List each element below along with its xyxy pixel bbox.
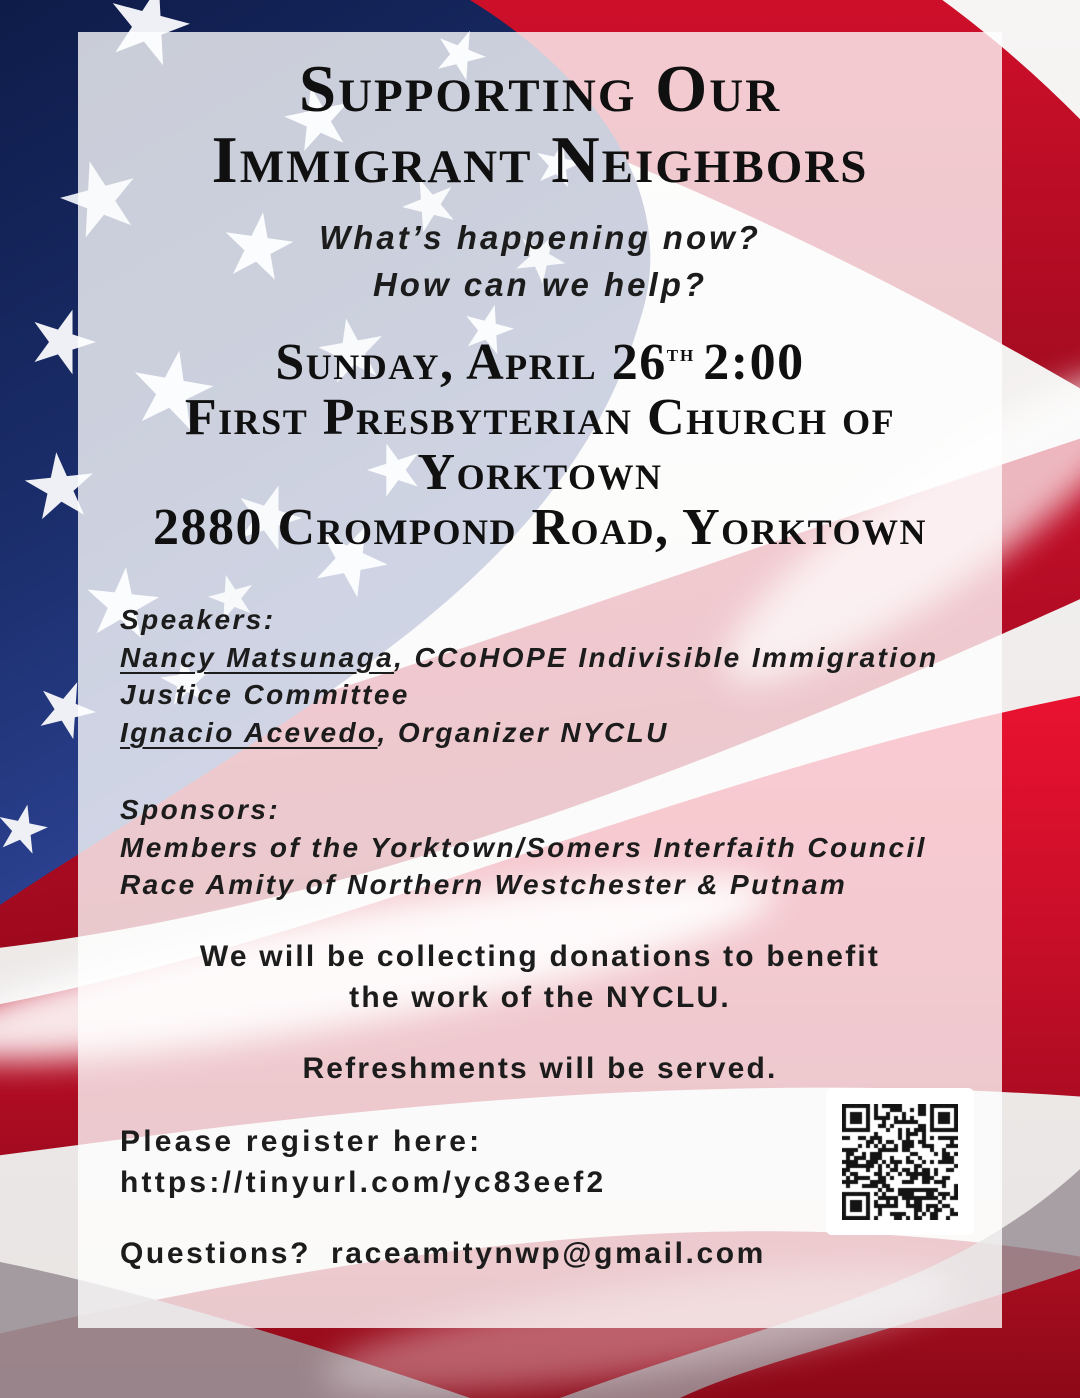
- speakers-label: Speakers:: [120, 604, 276, 635]
- event-details: [78, 326, 1002, 555]
- register-url: https://tinyurl.com/yc83eef2: [120, 1166, 607, 1199]
- subtitle-line-2: How can we help?: [372, 266, 708, 303]
- registration-qr-code: [826, 1088, 974, 1235]
- qr-code-pattern: [842, 1104, 958, 1220]
- speaker-name: Nancy Matsunaga: [120, 641, 395, 673]
- speaker-item: Nancy Matsunaga, CCoHOPE Indivisible Immigration: [120, 641, 939, 673]
- event-venue-line-1: First Presbyterian Church of: [184, 389, 896, 446]
- donations-line-2: the work of the NYCLU.: [349, 981, 731, 1014]
- speaker-role: Organizer NYCLU: [397, 716, 669, 748]
- refreshments-note: Refreshments will be served.: [302, 1052, 778, 1085]
- event-date: Sunday, April 26th 2:00: [275, 334, 805, 391]
- page-title: [78, 54, 1002, 196]
- register-label: Please register here:: [120, 1125, 483, 1158]
- questions-label: Questions?: [120, 1237, 312, 1270]
- sponsors-section: [120, 791, 1010, 904]
- speaker-item: Ignacio Acevedo, Organizer NYCLU: [120, 716, 669, 748]
- subtitle: [78, 214, 1002, 308]
- donations-note: [78, 936, 1002, 1018]
- event-address: 2880 Crompond Road, Yorktown: [152, 499, 928, 556]
- title-line-1: Supporting Our: [298, 52, 782, 126]
- sponsor-item: Members of the Yorktown/Somers Interfaith Council: [120, 831, 927, 863]
- sponsors-label: Sponsors:: [120, 794, 281, 825]
- subtitle-line-1: What’s happening now?: [319, 219, 761, 256]
- sponsor-item: Race Amity of Northern Westchester & Putnam: [120, 869, 848, 900]
- speakers-section: [120, 601, 1010, 751]
- speaker-role-continued: Justice Committee: [120, 679, 410, 710]
- speaker-name: Ignacio Acevedo: [120, 716, 378, 748]
- date-ordinal: th: [666, 340, 696, 367]
- questions-section: [120, 1233, 1010, 1274]
- contact-email: raceamitynwp@gmail.com: [331, 1237, 766, 1270]
- speaker-role: CCoHOPE Indivisible Immigration: [414, 641, 939, 673]
- donations-line-1: We will be collecting donations to benefit: [199, 940, 881, 973]
- title-line-2: Immigrant Neighbors: [211, 123, 869, 197]
- event-venue-line-2: Yorktown: [417, 444, 663, 501]
